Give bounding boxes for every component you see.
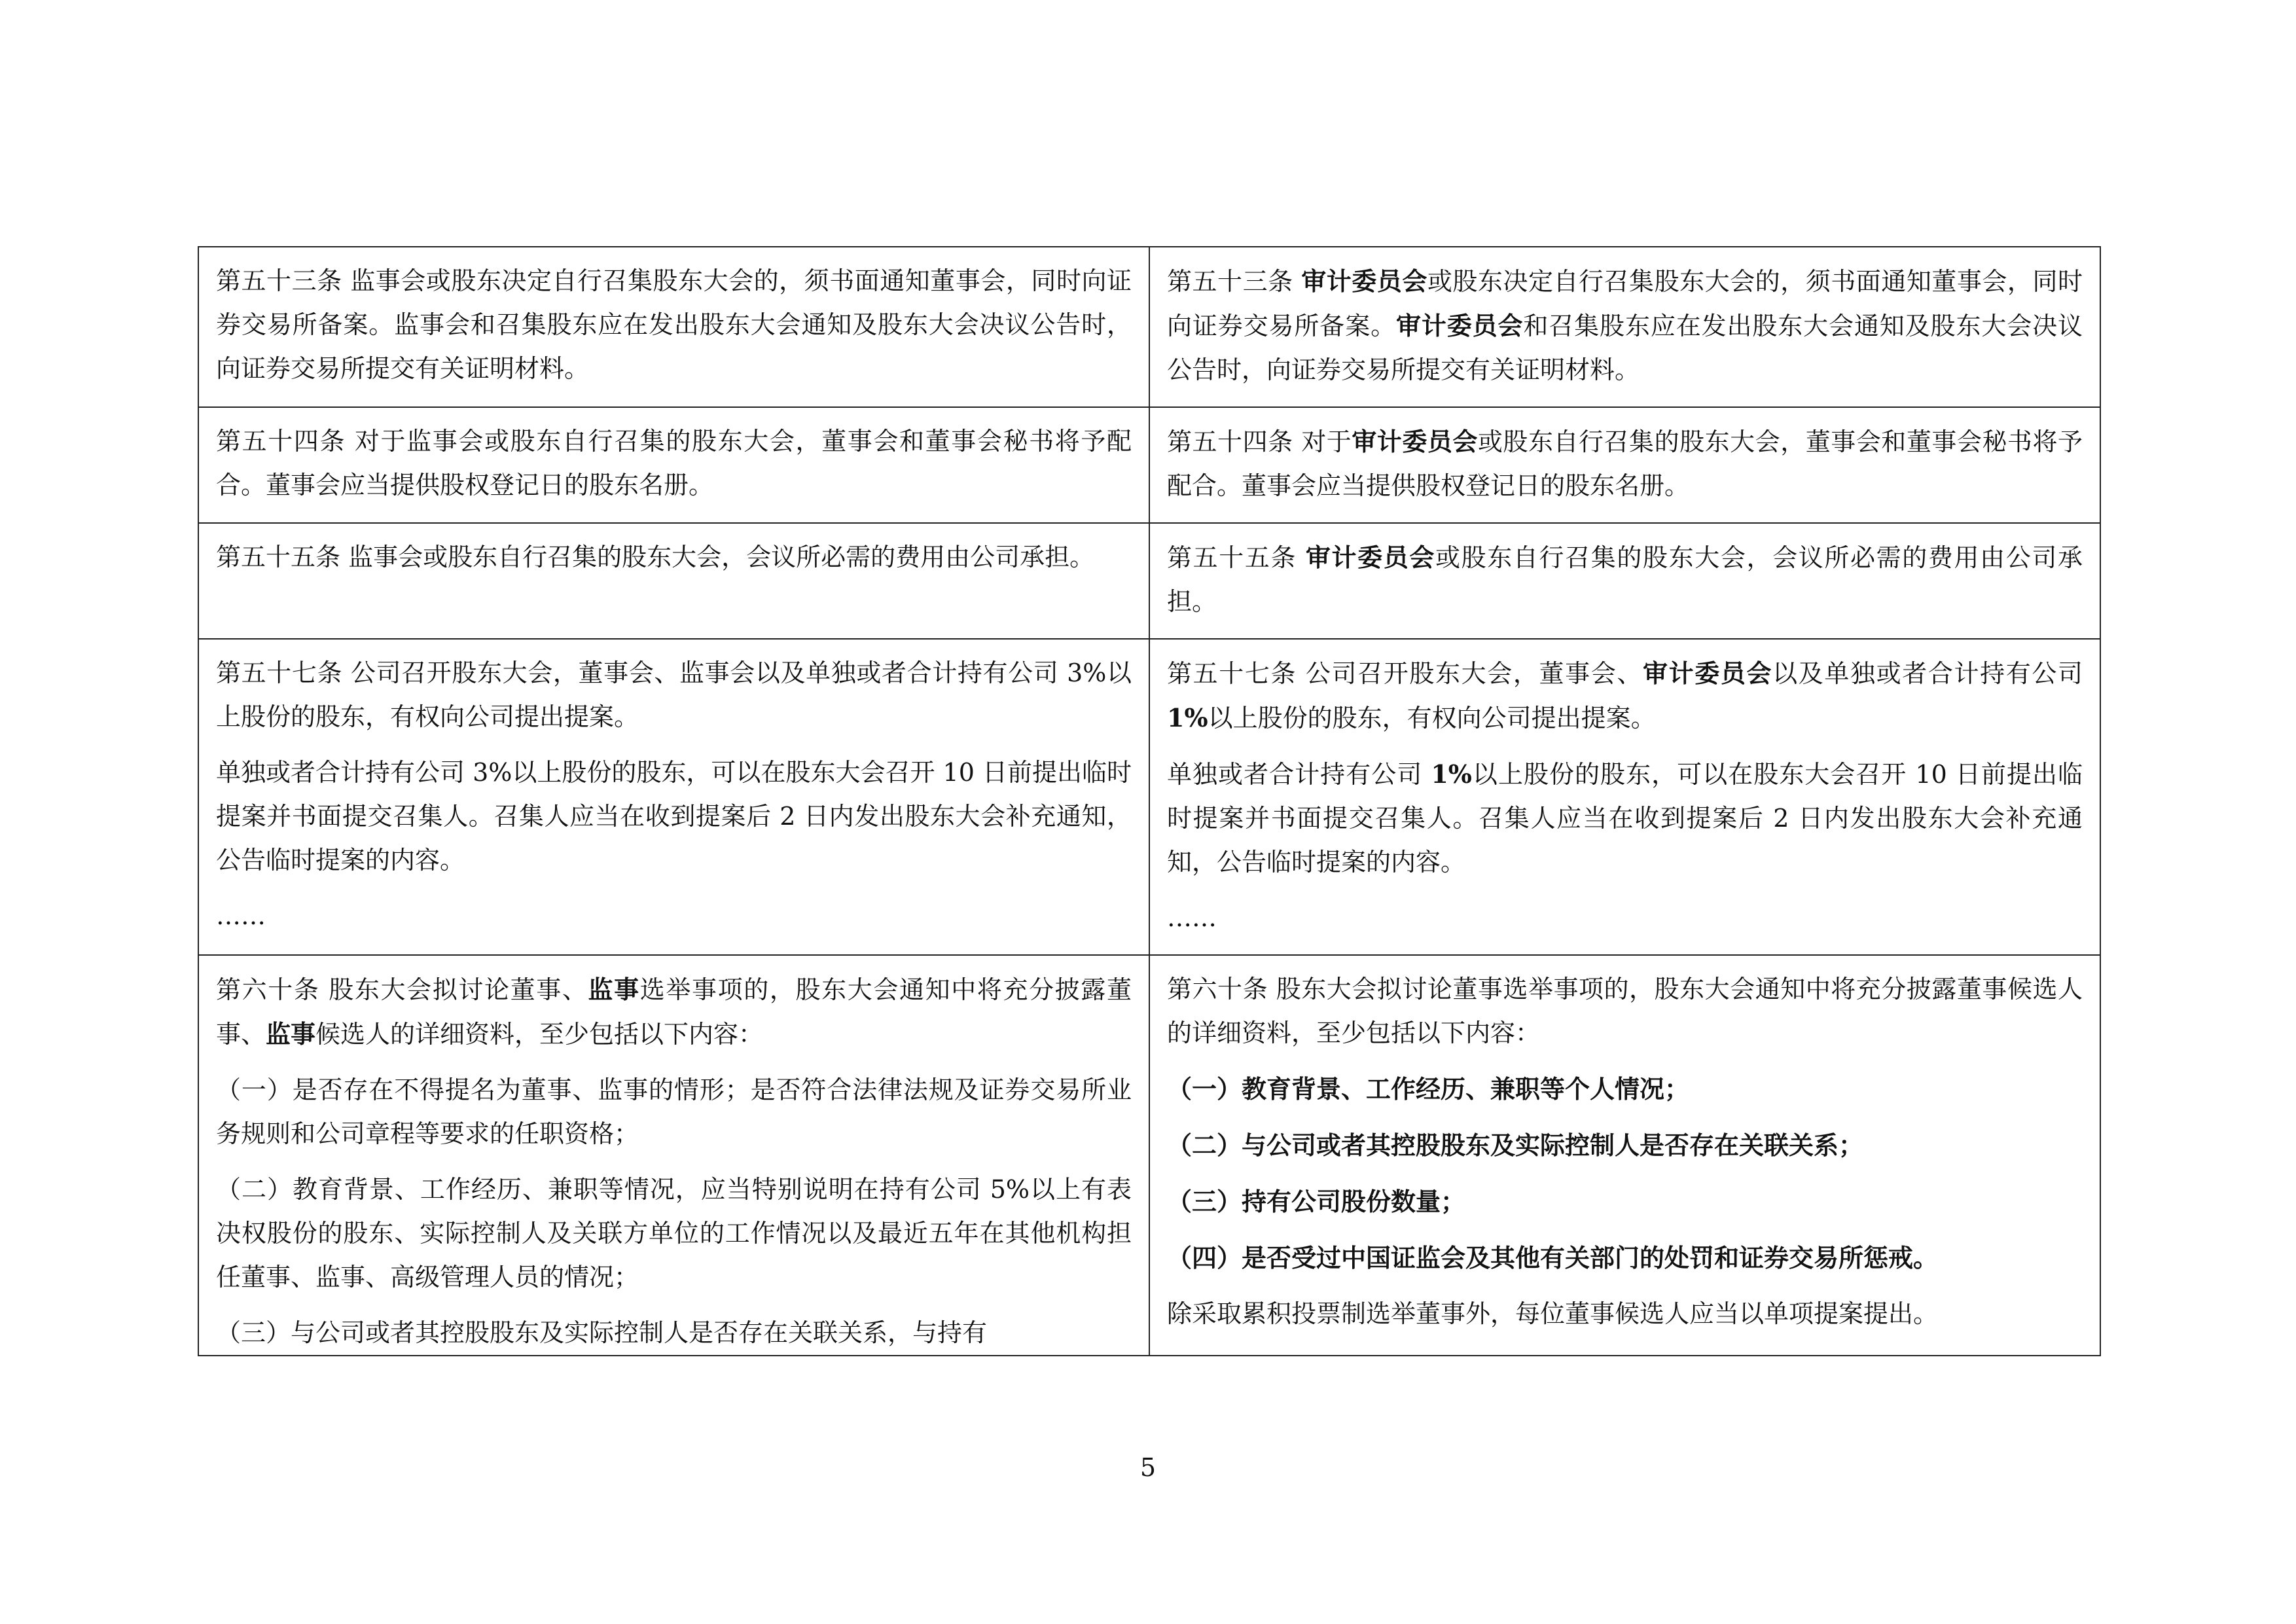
clause-paragraph — [216, 751, 1132, 882]
clause-paragraph — [216, 894, 1132, 938]
revised-text-cell — [1149, 639, 2100, 955]
text-run: 以上股份的股东，有权向公司提出提案。 — [1208, 704, 1656, 732]
bold-text-run: （二）与公司或者其控股股东及实际控制人是否存在关联关系； — [1167, 1130, 1864, 1160]
text-run: 第五十四条 对于 — [1167, 427, 1352, 456]
revised-text-cell — [1149, 247, 2100, 407]
table-row — [198, 247, 2100, 407]
clause-paragraph — [1167, 1123, 2083, 1168]
bold-text-run: （三）持有公司股份数量； — [1167, 1187, 1466, 1216]
bold-text-run: 审计委员会 — [1301, 266, 1427, 296]
original-text-cell — [198, 523, 1149, 639]
text-run: 除采取累积投票制选举董事外，每位董事候选人应当以单项提案提出。 — [1167, 1299, 1939, 1328]
bold-text-run: 审计委员会 — [1642, 659, 1773, 688]
text-run: …… — [216, 901, 266, 930]
text-run: 候选人的详细资料，至少包括以下内容： — [315, 1020, 764, 1049]
text-run: 以及单独或者合计持有公司 — [1772, 659, 2083, 688]
text-run: 第五十五条 监事会或股东自行召集的股东大会，会议所必需的费用由公司承担。 — [216, 543, 1095, 571]
bold-text-run: （一）教育背景、工作经历、兼职等个人情况； — [1167, 1074, 1690, 1104]
text-run: 或股东自行召集的股东大会，会议所必需的费用由公司承担。 — [1167, 543, 2083, 616]
text-run: 第五十四条 对于监事会或股东自行召集的股东大会，董事会和董事会秘书将予配合。董事会应当提供股权登记日的股东名册。 — [216, 427, 1132, 499]
table-row — [198, 523, 2100, 639]
revised-text-cell — [1149, 955, 2100, 1356]
text-run: 单独或者合计持有公司 — [1167, 760, 1431, 789]
page-number: 5 — [1139, 1453, 1157, 1482]
bold-text-run: 1% — [1167, 703, 1208, 732]
original-text-cell — [198, 955, 1149, 1356]
table-row — [198, 407, 2100, 523]
bold-text-run: 1% — [1431, 759, 1472, 789]
text-run: 第五十三条 监事会或股东决定自行召集股东大会的，须书面通知董事会，同时向证券交易所备案。监事会和召集股东应在发出股东大会通知及股东大会决议公告时，向证券交易所提交有关证明材料。 — [216, 266, 1132, 383]
clause-paragraph — [1167, 420, 2083, 508]
text-run: 或股东自行召集的股东大会，董事会和董事会秘书将予配合。董事会应当提供股权登记日的股东名册。 — [1167, 427, 2083, 500]
text-run: …… — [1167, 903, 1217, 932]
text-run: 第五十五条 — [1167, 543, 1306, 572]
clause-paragraph — [1167, 967, 2083, 1055]
comparison-table-body — [198, 247, 2100, 1356]
clause-paragraph — [1167, 1180, 2083, 1224]
comparison-table — [198, 246, 2101, 1356]
clause-paragraph — [216, 259, 1132, 391]
bold-text-run: （四）是否受过中国证监会及其他有关部门的处罚和证券交易所惩戒。 — [1167, 1243, 1939, 1272]
text-run: 和召集股东应在发出股东大会通知及股东大会决议公告时，向证券交易所提交有关证明材料。 — [1167, 312, 2083, 384]
revised-text-cell — [1149, 407, 2100, 523]
bold-text-run: 审计委员会 — [1395, 311, 1524, 340]
table-row — [198, 639, 2100, 955]
text-run: （三）与公司或者其控股股东及实际控制人是否存在关联关系，与持有 — [216, 1318, 988, 1347]
bold-text-run: 监事 — [266, 1019, 316, 1049]
text-run: 第五十七条 公司召开股东大会，董事会、 — [1167, 659, 1643, 688]
clause-paragraph — [216, 1068, 1132, 1156]
clause-paragraph — [1167, 1292, 2083, 1336]
clause-paragraph — [1167, 1236, 2083, 1280]
clause-paragraph — [1167, 1067, 2083, 1111]
clause-paragraph — [216, 535, 1132, 579]
original-text-cell — [198, 639, 1149, 955]
bold-text-run: 监事 — [588, 975, 640, 1004]
text-run: 以上股份的股东，可以在股东大会召开 10 日前提出临时提案并书面提交召集人。召集人应当在收到提案后 2 日内发出股东大会补充通知，公告临时提案的内容。 — [1167, 760, 2083, 876]
clause-paragraph — [1167, 651, 2083, 740]
clause-paragraph — [216, 1311, 1132, 1355]
bold-text-run: 审计委员会 — [1305, 543, 1435, 572]
revised-text-cell — [1149, 523, 2100, 639]
clause-paragraph — [1167, 752, 2083, 884]
clause-paragraph — [216, 651, 1132, 739]
clause-paragraph — [216, 1168, 1132, 1299]
clause-paragraph — [216, 420, 1132, 507]
text-run: （一）是否存在不得提名为董事、监事的情形；是否符合法律法规及证券交易所业务规则和公司章程等要求的任职资格； — [216, 1075, 1132, 1148]
text-run: 第五十七条 公司召开股东大会，董事会、监事会以及单独或者合计持有公司 3%以上股份的股东，有权向公司提出提案。 — [216, 659, 1132, 731]
text-run: 或股东决定自行召集股东大会的，须书面通知董事会，同时向证券交易所备案。 — [1167, 267, 2083, 340]
text-run: 第五十三条 — [1167, 267, 1302, 296]
text-run: 第六十条 股东大会拟讨论董事、 — [216, 975, 588, 1004]
clause-paragraph — [1167, 259, 2083, 392]
text-run: 选举事项的，股东大会通知中将充分披露董事、 — [216, 975, 1132, 1049]
clause-paragraph — [1167, 535, 2083, 624]
text-run: （二）教育背景、工作经历、兼职等情况，应当特别说明在持有公司 5%以上有表决权股份的股东、实际控制人及关联方单位的工作情况以及最近五年在其他机构担任董事、监事、高级管理人员的情况； — [216, 1175, 1132, 1291]
text-run: 单独或者合计持有公司 3%以上股份的股东，可以在股东大会召开 10 日前提出临时提案并书面提交召集人。召集人应当在收到提案后 2 日内发出股东大会补充通知，公告临时提案的内容。 — [216, 758, 1132, 875]
bold-text-run: 审计委员会 — [1352, 427, 1478, 456]
table-row — [198, 955, 2100, 1356]
clause-paragraph — [1167, 896, 2083, 940]
original-text-cell — [198, 407, 1149, 523]
original-text-cell — [198, 247, 1149, 407]
text-run: 第六十条 股东大会拟讨论董事选举事项的，股东大会通知中将充分披露董事候选人的详细资料，至少包括以下内容： — [1167, 975, 2083, 1047]
clause-paragraph — [216, 967, 1132, 1056]
